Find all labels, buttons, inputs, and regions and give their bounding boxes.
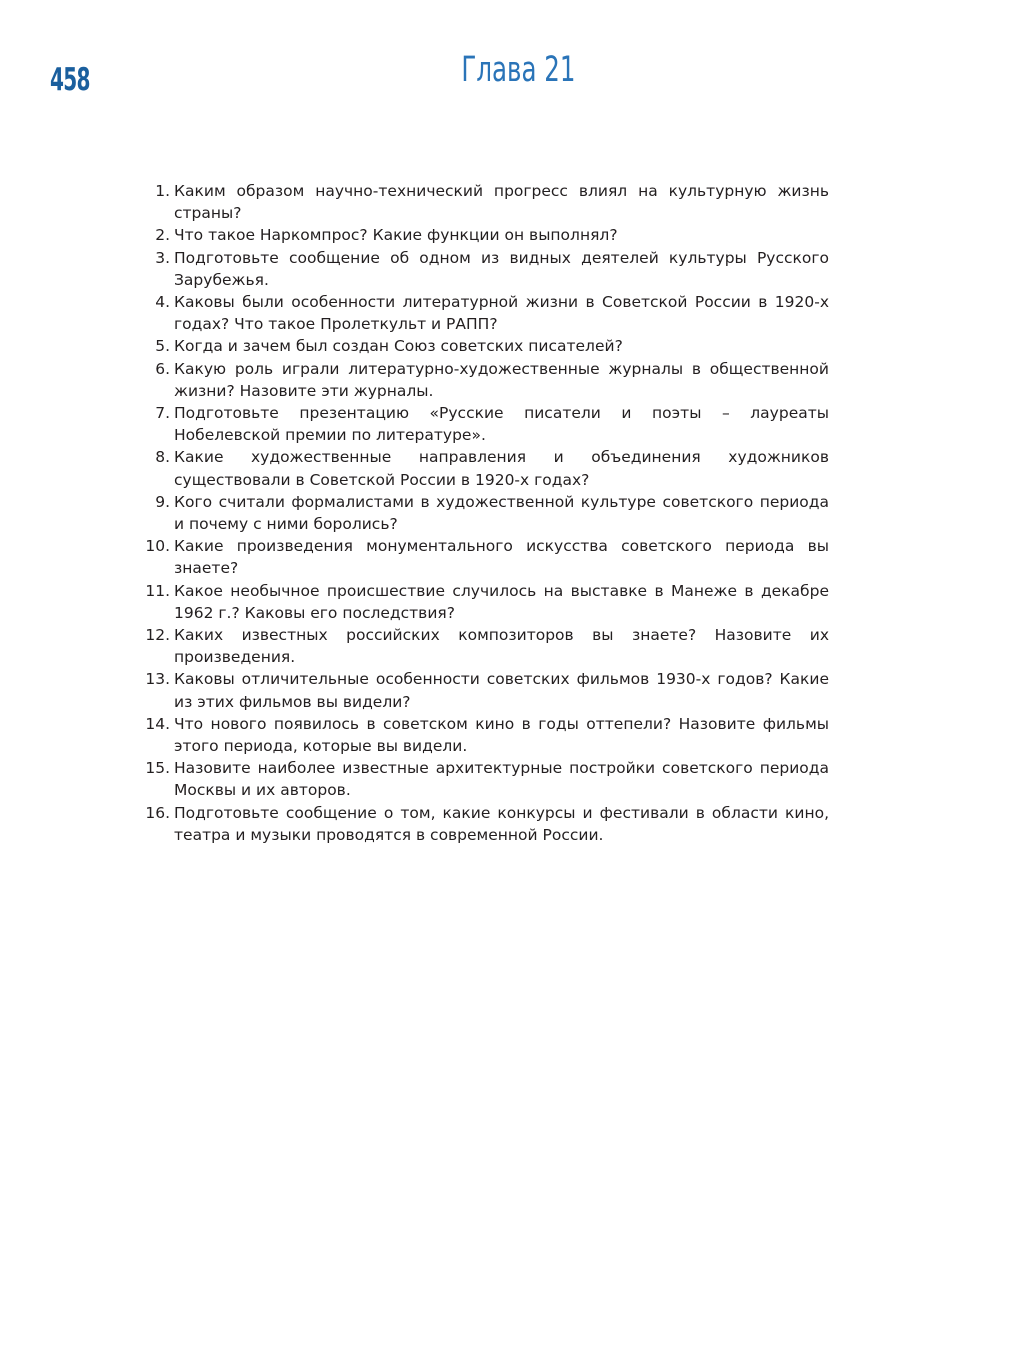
question-text: Какую роль играли литературно-художественные журналы в общественной жизни? Назовите эти журналы. [174,359,829,400]
question-item [136,535,829,579]
question-item [136,446,829,490]
question-item [136,335,829,357]
question-text: Назовите наиболее известные архитектурные постройки советского периода Москвы и их авторов. [174,759,829,800]
question-item [136,757,829,801]
question-text: Кого считали формалистами в художественной культуре советского периода и почему с ними боролись? [174,492,829,534]
question-number: 11. [145,581,170,600]
question-number: 14. [145,714,170,733]
question-text: Подготовьте сообщение о том, какие конкурсы и фестивали в области кино, театра и музыки проводятся в современной России. [174,803,829,844]
question-text: Подготовьте презентацию «Русские писатели и поэты – лауреаты Нобелевской премии по литературе». [174,404,829,445]
question-item [136,358,829,402]
question-number: 16. [145,803,170,822]
question-text: Что нового появилось в советском кино в годы оттепели? Назовите фильмы этого периода, которые вы видели. [174,714,829,756]
question-number: 10. [145,537,170,556]
question-item [136,180,829,224]
question-item [136,491,829,535]
question-text: Когда и зачем был создан Союз советских писателей? [174,337,623,356]
question-number: 6. [155,359,170,378]
question-text: Каких известных российских композиторов вы знаете? Назовите их произведения. [174,626,829,667]
question-text: Каковы отличительные особенности советских фильмов 1930-х годов? Какие из этих фильмов вы видели? [174,670,829,711]
question-item [136,291,829,335]
question-item [136,713,829,757]
question-number: 9. [155,492,170,511]
question-number: 8. [155,448,170,467]
question-text: Подготовьте сообщение об одном из видных деятелей культуры Русского Зарубежья. [174,248,829,289]
question-item [136,247,829,291]
question-item [136,224,829,246]
page-number: 458 [50,62,90,98]
question-number: 3. [155,248,170,267]
question-item [136,668,829,712]
question-text: Какие произведения монументального искусства советского периода вы знаете? [174,537,829,578]
question-number: 4. [155,293,170,312]
question-number: 13. [145,670,170,689]
question-number: 7. [155,404,170,423]
question-text: Каким образом научно-технический прогресс влиял на культурную жизнь страны? [174,182,829,223]
question-number: 5. [155,337,170,356]
question-number: 2. [155,226,170,245]
question-item [136,802,829,846]
question-text: Каковы были особенности литературной жизни в Советской России в 1920-х годах? Что такое Пролеткульт и РАПП? [174,293,829,334]
question-number: 15. [145,759,170,778]
question-item [136,402,829,446]
question-item [136,580,829,624]
question-number: 1. [155,182,170,200]
question-number: 12. [145,626,170,645]
question-list [136,180,829,846]
chapter-title-text: Глава 21 [460,50,576,90]
chapter-title [0,50,1036,90]
question-text: Какие художественные направления и объединения художников существовали в Советской России в 1920-х годах? [174,448,829,489]
question-text: Какое необычное происшествие случилось на выставке в Манеже в декабре 1962 г.? Каковы его последствия? [174,581,829,622]
question-item [136,624,829,668]
question-text: Что такое Наркомпрос? Какие функции он выполнял? [174,226,618,245]
